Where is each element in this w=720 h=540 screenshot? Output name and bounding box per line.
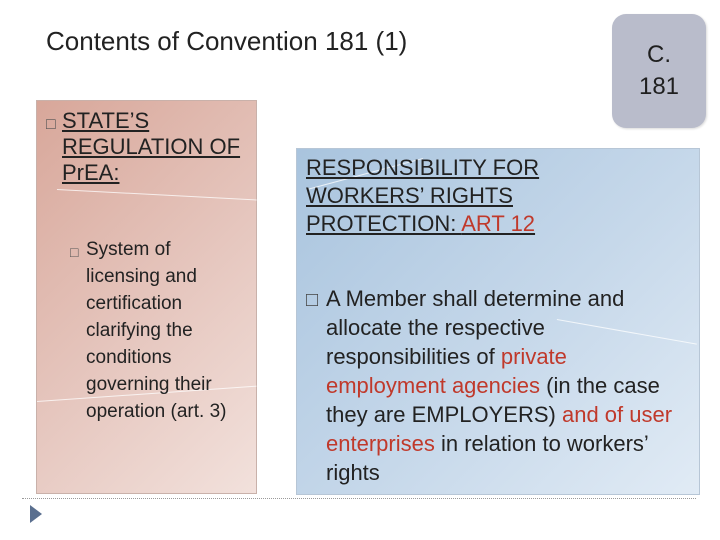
- body-part-3: (in the case they are EMPLOYERS): [326, 373, 660, 427]
- left-heading: STATE’S REGULATION OF PrEA:: [62, 108, 241, 185]
- bullet-box-icon: □: [70, 244, 79, 260]
- body-part-5: in relation to workers’ rights: [326, 431, 649, 485]
- right-body-text: [326, 284, 686, 487]
- right-heading: [306, 154, 636, 238]
- body-highlight-user-enterprises: and of user enterprises: [326, 402, 673, 456]
- next-arrow-icon[interactable]: [30, 505, 42, 523]
- badge-line-2: 181: [638, 73, 680, 100]
- badge-line-1: C.: [647, 41, 671, 68]
- right-heading-main: RESPONSIBILITY FOR WORKERS’ RIGHTS PROTECTION:: [306, 155, 540, 236]
- body-part-1: A Member shall determine and allocate the respective responsibilities of: [326, 286, 625, 369]
- convention-badge: [612, 14, 706, 128]
- article-reference: ART 12: [461, 211, 536, 236]
- bullet-box-icon: □: [306, 289, 319, 311]
- footer-divider: [22, 498, 696, 499]
- body-highlight-agencies: private employment agencies: [326, 344, 567, 398]
- left-sub-text: System of licensing and certification clarifying the conditions governing their operation (art. 3): [86, 239, 227, 422]
- bullet-box-icon: □: [46, 116, 56, 133]
- panel-decoration: [57, 189, 257, 200]
- slide-title: Contents of Convention 181 (1): [46, 26, 408, 56]
